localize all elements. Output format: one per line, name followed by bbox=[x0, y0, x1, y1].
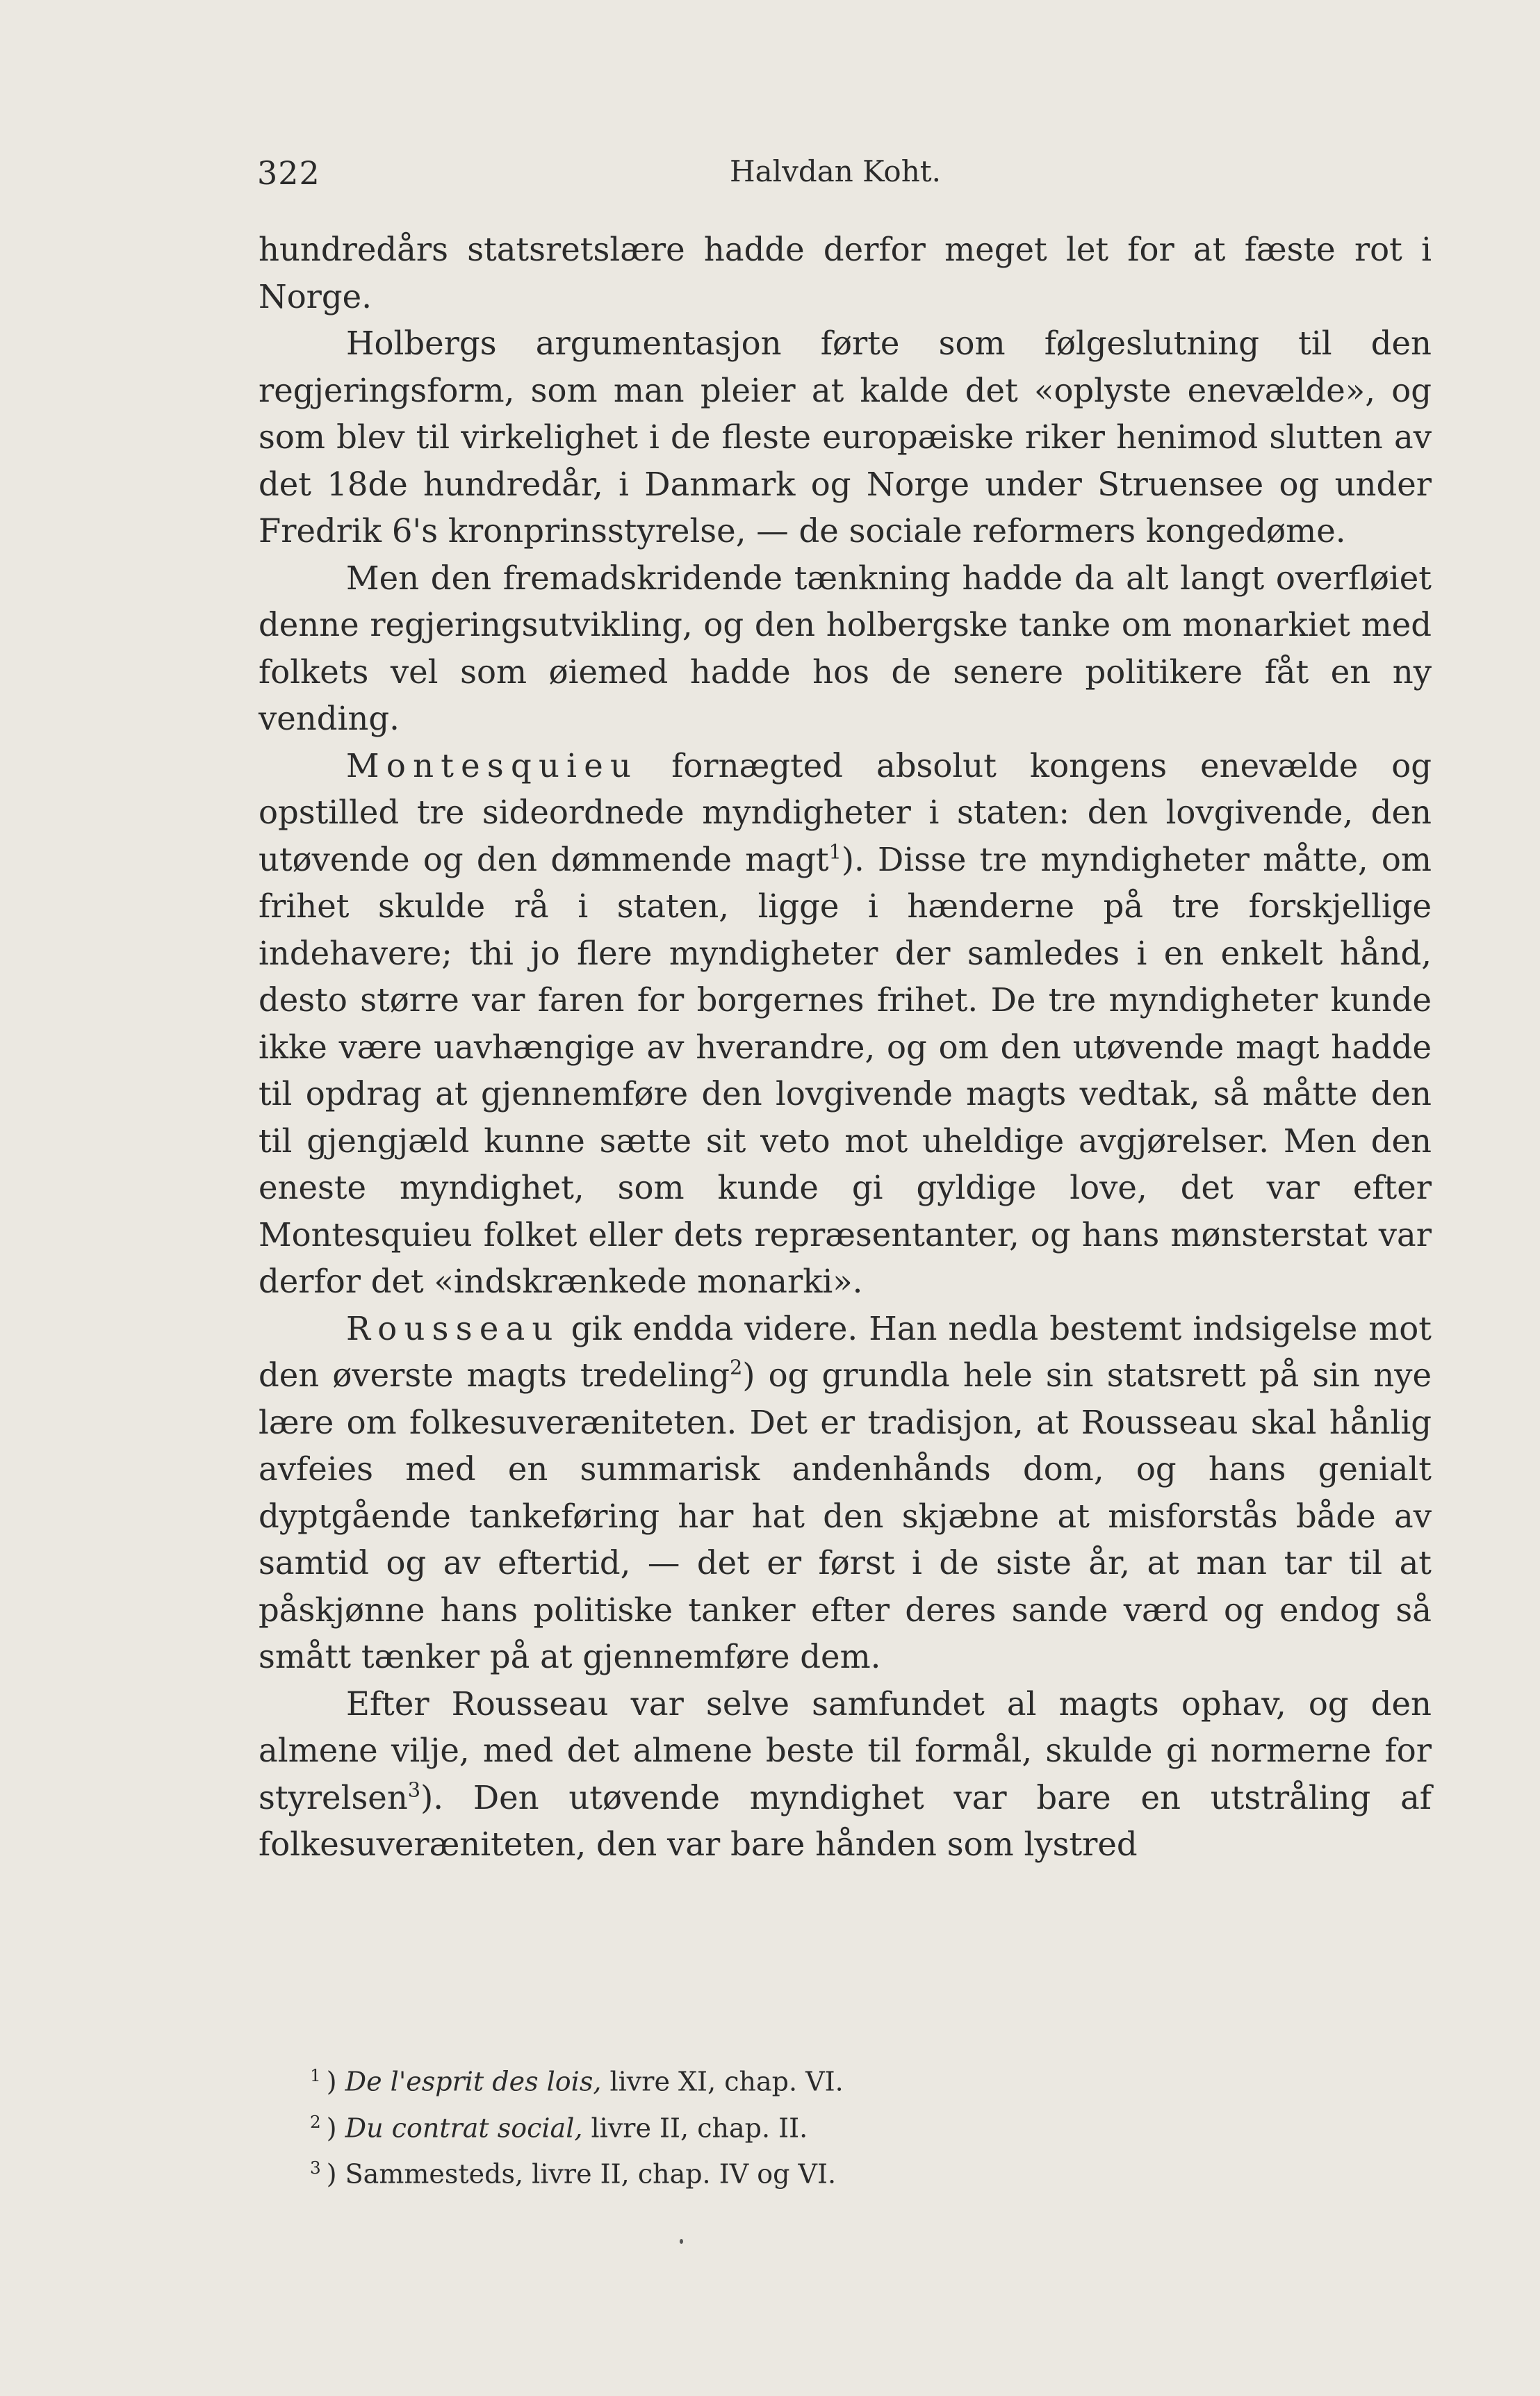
footnote-title: Du contrat social, bbox=[345, 2112, 583, 2144]
running-head: Halvdan Koht. bbox=[730, 154, 941, 188]
paragraph-3: Men den fremadskridende tænkning hadde da alt langt overfløiet denne regjeringsutvikling, og den holbergske tanke om monarkiet med folkets vel som øiemed hadde hos de senere politikere fåt en ny vending. bbox=[259, 559, 1432, 737]
paragraph-1: hundredårs statsretslære hadde derfor meget let for at fæste rot i Norge. bbox=[259, 231, 1432, 315]
paragraph-5: Rousseau gik endda videre. Han nedla bestemt indsigelse mot den øverste magts tredeling$^2$) og grundla hele sin statsrett på sin nye lære om folkesuveræniteten. Det er tradisjon, at Rousseau skal hånlig avfeies med en summarisk andenhånds dom, og hans genialt dyptgående tankeføring har hat den skjæbne at misforstås både av samtid og av eftertid, — det er først i de siste år, at man tar til at påskjønne hans politiske tanker efter deres sande værd og endog så smått tænker på at gjennemføre dem. bbox=[259, 1309, 1432, 1675]
footnote-ref-3: 3 bbox=[407, 1778, 421, 1802]
footnote-ref-1: 1 bbox=[828, 839, 842, 864]
spaced-name-rousseau: Rousseau bbox=[346, 1309, 560, 1347]
footnote-ref-2: 2 bbox=[730, 1355, 743, 1379]
body-text bbox=[259, 227, 1432, 1869]
footnote-1: $^1$ ) De l'esprit des lois, livre XI, chap. VI. bbox=[310, 2065, 844, 2097]
page-number: 322 bbox=[257, 154, 320, 192]
page-header bbox=[257, 154, 1432, 203]
ink-speck bbox=[680, 2239, 683, 2244]
footnotes bbox=[310, 2056, 1422, 2194]
footnote-3: $^3$ ) Sammesteds, livre II, chap. IV og VI. bbox=[310, 2158, 837, 2190]
footnote-title: De l'esprit des lois, bbox=[345, 2066, 602, 2097]
paragraph-4: Montesquieu fornægted absolut kongens enevælde og opstilled tre sideordnede myndigheter i staten: den lovgivende, den utøvende og den dømmende magt$^1$). Disse tre myndigheter måtte, om frihet skulde rå i staten, ligge i hænderne på tre forskjellige indehavere; thi jo flere myndigheter der samledes i en enkelt hånd, desto større var faren for borgernes frihet. De tre myndigheter kunde ikke være uavhængige av hverandre, og om den utøvende magt hadde til opdrag at gjennemføre den lovgivende magts vedtak, så måtte den til gjengjæld kunne sætte sit veto mot uheldige avgjørelser. Men den eneste myndighet, som kunde gi gyldige love, det var efter Montesquieu folket eller dets repræsentanter, og hans mønsterstat var derfor det «indskrænkede monarki». bbox=[259, 746, 1432, 1300]
paragraph-2: Holbergs argumentasjon førte som følgeslutning til den regjeringsform, som man pleier at kalde det «oplyste enevælde», og som blev til virkelighet i de fleste europæiske riker henimod slutten av det 18de hundredår, i Danmark og Norge under Struensee og under Fredrik 6's kronprinsstyrelse, — de sociale reformers kongedøme. bbox=[259, 325, 1432, 550]
paragraph-6: Efter Rousseau var selve samfundet al magts ophav, og den almene vilje, med det almene beste til formål, skulde gi normerne for styrelsen$^3$). Den utøvende myndighet var bare en utstråling af folkesuveræniteten, den var bare hånden som lystred bbox=[259, 1684, 1432, 1863]
spaced-name-montesquieu: Montesquieu bbox=[346, 746, 639, 785]
footnote-2: $^2$ ) Du contrat social, livre II, chap. II. bbox=[310, 2111, 808, 2144]
